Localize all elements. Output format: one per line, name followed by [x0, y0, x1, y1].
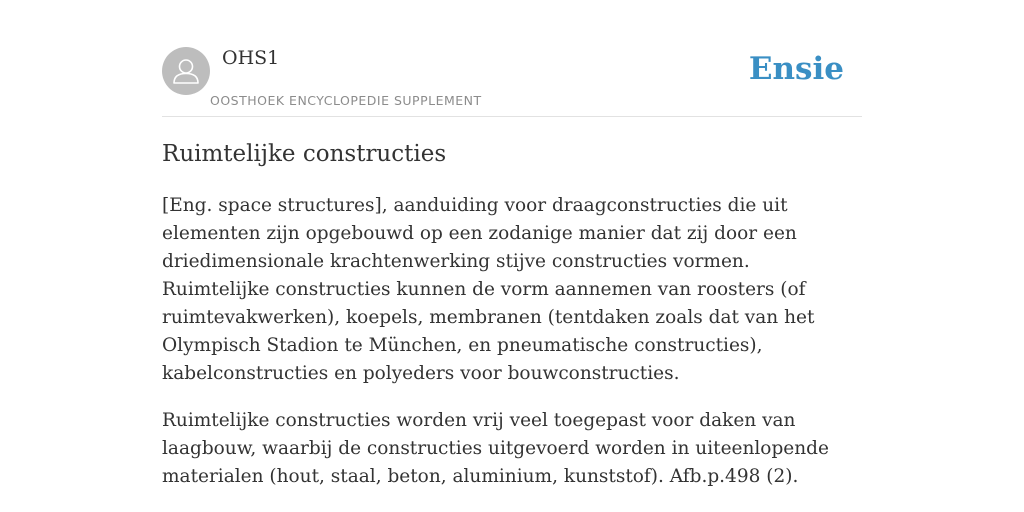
ensie-logo[interactable]: Ensie — [748, 51, 844, 87]
user-avatar-icon[interactable] — [162, 47, 210, 95]
source-label[interactable]: OOSTHOEK ENCYCLOPEDIE SUPPLEMENT — [210, 93, 482, 108]
author-name[interactable]: OHS1 — [222, 47, 280, 69]
article-title: Ruimtelijke constructies — [162, 141, 447, 167]
article-paragraph-2: Ruimtelijke constructies worden vrij veel toegepast voor daken van laagbouw, waarbij de constructies uitgevoerd worden in uiteenlopende materialen (hout, staal, beton, aluminium, kunststof). Afb.p.498 (2). — [162, 410, 829, 487]
article-body — [162, 192, 862, 510]
person-icon — [162, 47, 210, 95]
article-paragraph-1: [Eng. space structures], aanduiding voor draagconstructies die uit elementen zijn opgebouwd op een zodanige manier dat zij door een driedimensionale krachtenwerking stijve constructies vormen. Ruimtelijke constructies kunnen de vorm aannemen van roosters (of ruimtevakwerken), koepels, membranen (tentdaken zoals dat van het Olympisch Stadion te München, en pneumatische constructies), kabelconstructies en polyeders voor bouwconstructies. — [162, 195, 815, 384]
entry-header — [162, 46, 862, 117]
